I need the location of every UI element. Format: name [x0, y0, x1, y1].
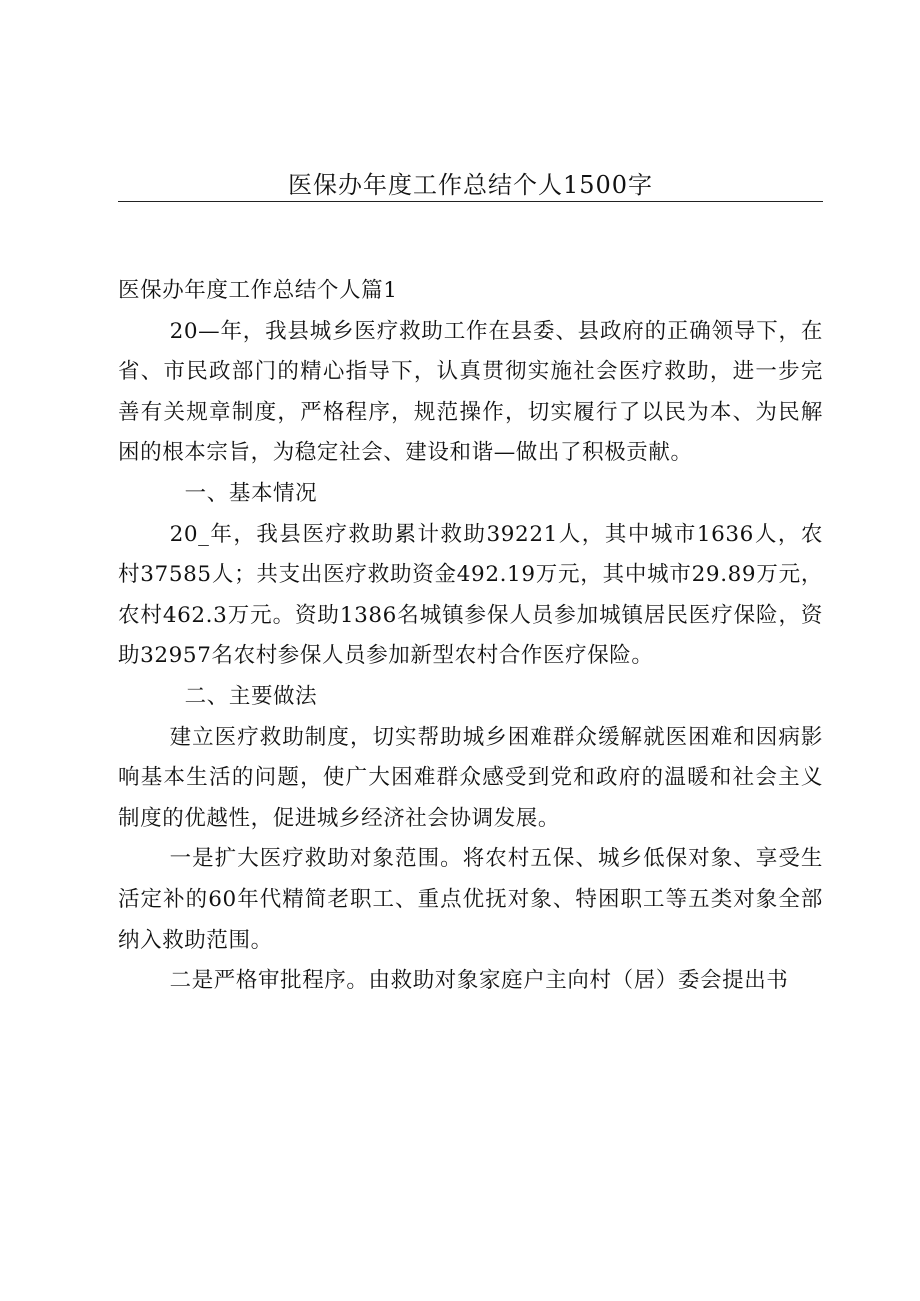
title-underline [118, 201, 823, 202]
paragraph-intro: 20—年，我县城乡医疗救助工作在县委、县政府的正确领导下，在省、市民政部门的精心指导下，认真贯彻实施社会医疗救助，进一步完善有关规章制度，严格程序，规范操作，切实履行了以民为本、为民解困的根本宗旨，为稳定社会、建设和谐—做出了积极贡献。 [118, 318, 823, 466]
paragraph-main-practices: 建立医疗救助制度，切实帮助城乡困难群众缓解就医困难和因病影响基本生活的问题，使广大困难群众感受到党和政府的温暖和社会主义制度的优越性，促进城乡经济社会协调发展。 [118, 724, 823, 831]
heading-basic-situation: 一、基本情况 [184, 480, 318, 506]
document-title: 医保办年度工作总结个人1500字 [287, 171, 654, 199]
paragraph-expand-scope: 一是扩大医疗救助对象范围。将农村五保、城乡低保对象、享受生活定补的60年代精简老职工、重点优抚对象、特困职工等五类对象全部纳入救助范围。 [118, 846, 823, 953]
section-heading: 医保办年度工作总结个人篇1 [118, 278, 398, 303]
heading-main-practices: 二、主要做法 [184, 683, 318, 709]
paragraph-basic-situation: 20_年，我县医疗救助累计救助39221人，其中城市1636人，农村37585人；共支出医疗救助资金492.19万元，其中城市29.89万元，农村462.3万元。资助1386名城镇参保人员参加城镇居民医疗保险，资助32957名农村参保人员参加新型农村合作医疗保险。 [118, 521, 823, 669]
document-body [118, 271, 823, 1002]
paragraph-strict-approval: 二是严格审批程序。由救助对象家庭户主向村（居）委会提出书 [169, 968, 789, 994]
